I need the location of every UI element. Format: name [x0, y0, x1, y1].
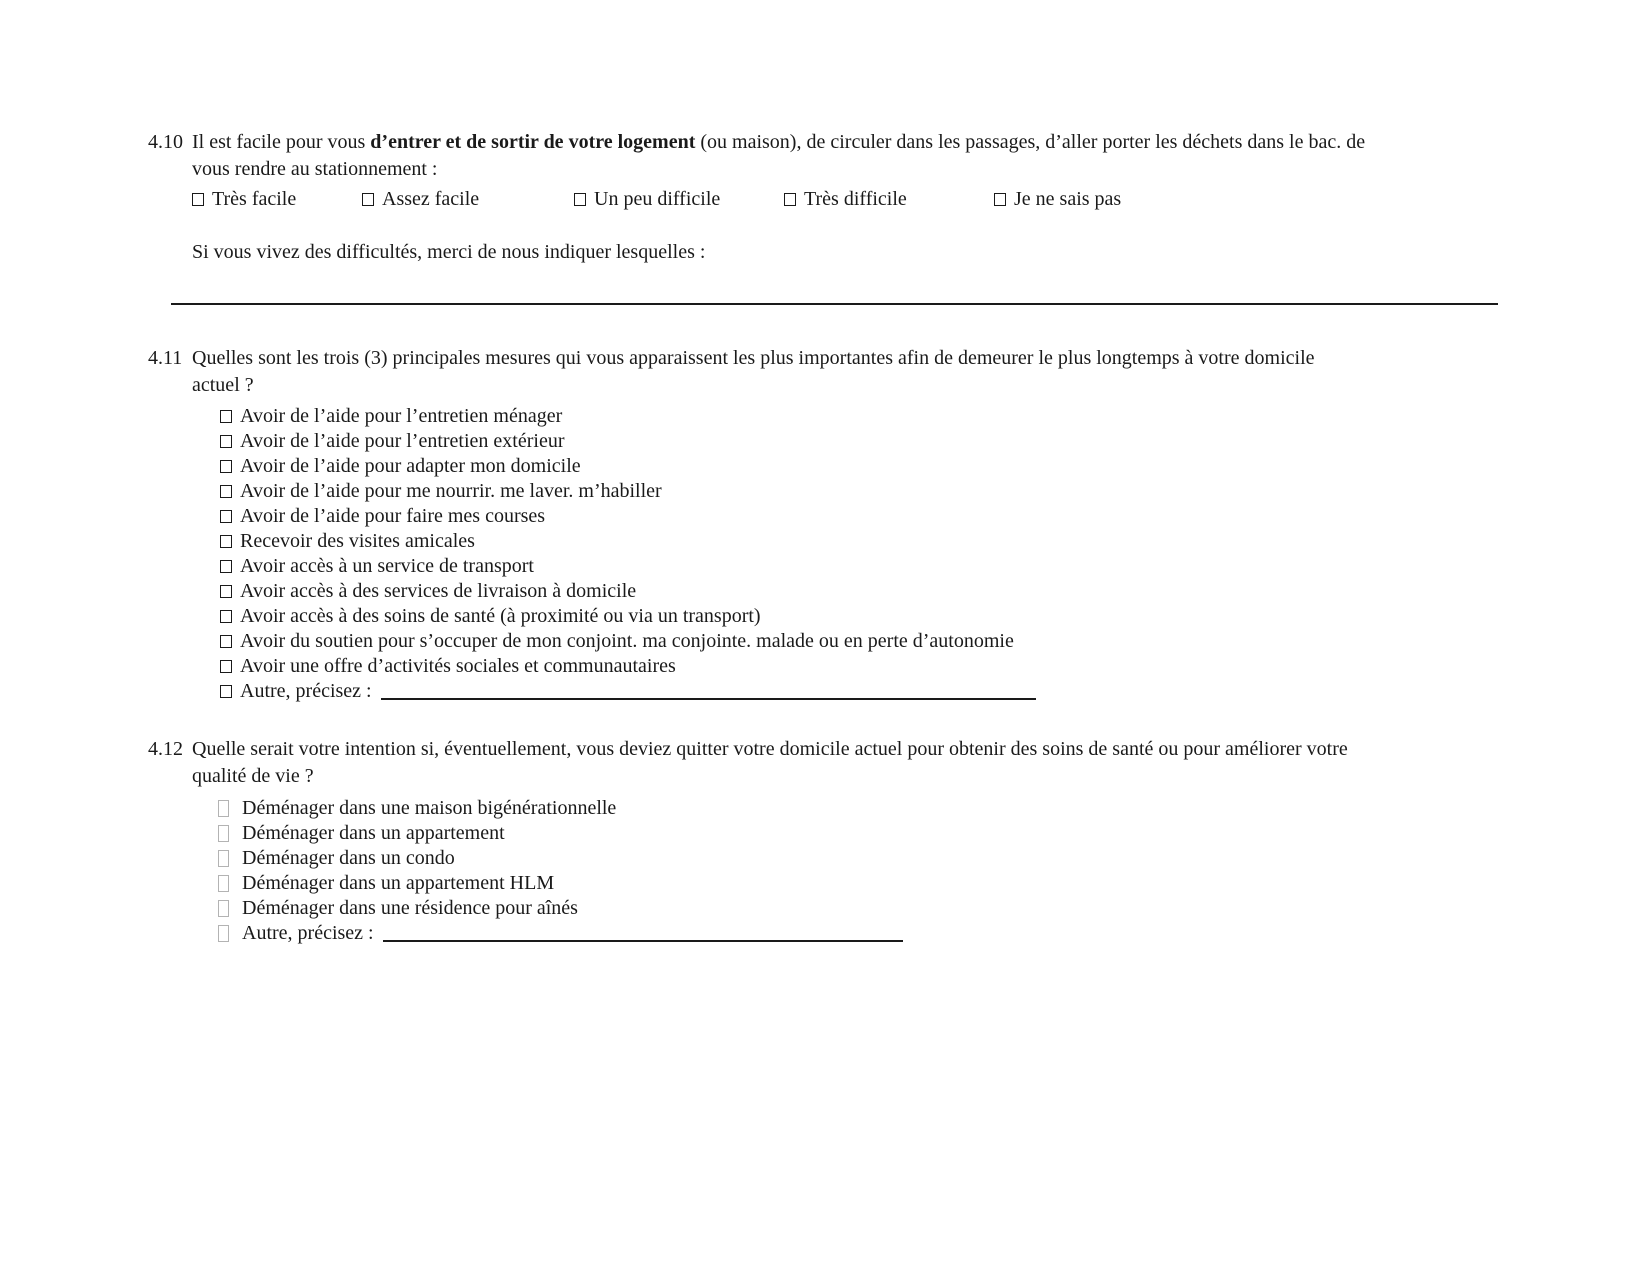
question-body: [192, 129, 1498, 305]
other-blank-line: [381, 684, 1036, 700]
question-number: 4.11: [148, 347, 183, 369]
list-item: [220, 654, 1315, 679]
checkbox-unchecked-icon: [220, 685, 232, 698]
list-item: [220, 579, 1315, 604]
checkbox-unchecked-icon: [220, 585, 232, 598]
question-text-prefix: Il est facile pour vous: [192, 131, 371, 153]
option-label: Avoir une offre d’activités sociales et communautaires: [240, 655, 676, 677]
checkbox-option-list: [192, 404, 1315, 704]
question-4-12: [148, 736, 1348, 946]
list-item: [220, 429, 1315, 454]
question-text-suffix: (ou maison), de circuler dans les passages, d’aller porter les déchets dans le bac. de: [695, 131, 1366, 153]
checkbox-unchecked-icon: [784, 193, 796, 206]
list-item: [218, 796, 1348, 821]
checkbox-unchecked-icon: [220, 460, 232, 473]
checkbox-unchecked-icon: [994, 193, 1006, 206]
checkbox-unchecked-icon: [220, 535, 232, 548]
list-item: [220, 504, 1315, 529]
question-text-line-1: [192, 129, 1498, 156]
question-text-line-1: Quelle serait votre intention si, éventuellement, vous deviez quitter votre domicile actuel pour obtenir des soins de santé ou pour améliorer votre: [192, 738, 1348, 760]
list-item: [220, 479, 1315, 504]
list-item-other: [220, 679, 1315, 704]
checkbox-unchecked-icon: [220, 560, 232, 573]
answer-blank-line: [171, 303, 1498, 305]
option-label: Avoir de l’aide pour adapter mon domicile: [240, 455, 581, 477]
option-je-ne-sais-pas: [994, 186, 1121, 213]
checkbox-unchecked-icon: [218, 925, 229, 942]
checkbox-unchecked-icon: [220, 660, 232, 673]
list-item: [220, 629, 1315, 654]
checkbox-unchecked-icon: [362, 193, 374, 206]
question-4-11: [148, 345, 1315, 704]
question-text-line-2: vous rendre au stationnement :: [192, 158, 438, 180]
checkbox-unchecked-icon: [218, 875, 229, 892]
option-label: Avoir de l’aide pour faire mes courses: [240, 505, 546, 527]
list-item-other: [218, 921, 1348, 946]
option-label: Avoir accès à des services de livraison à domicile: [240, 580, 637, 602]
option-label: Avoir de l’aide pour l’entretien ménager: [240, 405, 563, 427]
list-item: [220, 454, 1315, 479]
option-label: Déménager dans un appartement: [242, 822, 505, 844]
option-label: Avoir accès à un service de transport: [240, 555, 534, 577]
option-tres-facile: [192, 186, 362, 213]
list-item: [220, 554, 1315, 579]
checkbox-unchecked-icon: [218, 850, 229, 867]
checkbox-unchecked-icon: [192, 193, 204, 206]
question-text-line-1: Quelles sont les trois (3) principales mesures qui vous apparaissent les plus importantes afin de demeurer le plus longtemps à votre domicile: [192, 347, 1315, 369]
checkbox-unchecked-icon: [220, 485, 232, 498]
checkbox-unchecked-icon: [218, 825, 229, 842]
option-label: Recevoir des visites amicales: [240, 530, 475, 552]
question-body: [192, 736, 1348, 946]
option-label: Avoir de l’aide pour me nourrir. me laver. m’habiller: [240, 480, 662, 502]
followup-prompt: Si vous vivez des difficultés, merci de nous indiquer lesquelles :: [192, 241, 706, 263]
option-un-peu-difficile: [574, 186, 784, 213]
option-label: Déménager dans une résidence pour aînés: [242, 897, 578, 919]
option-tres-difficile: [784, 186, 994, 213]
checkbox-option-list: [192, 796, 1348, 946]
question-text-line-2: actuel ?: [192, 374, 254, 396]
list-item: [220, 529, 1315, 554]
checkbox-unchecked-icon: [220, 510, 232, 523]
question-4-10: [148, 129, 1498, 305]
answer-options-row: [192, 186, 1498, 213]
question-number: 4.12: [148, 738, 183, 760]
option-label: Avoir de l’aide pour l’entretien extérieur: [240, 430, 565, 452]
option-label: Déménager dans un appartement HLM: [242, 872, 555, 894]
option-label: Assez facile: [382, 188, 480, 210]
question-number: 4.10: [148, 131, 183, 153]
question-text-bold: d’entrer et de sortir de votre logement: [370, 131, 696, 153]
checkbox-unchecked-icon: [220, 435, 232, 448]
list-item: [220, 404, 1315, 429]
option-label: Déménager dans un condo: [242, 847, 455, 869]
checkbox-unchecked-icon: [218, 900, 229, 917]
checkbox-unchecked-icon: [574, 193, 586, 206]
option-label: Déménager dans une maison bigénérationnelle: [242, 797, 617, 819]
option-label: Je ne sais pas: [1014, 188, 1122, 210]
list-item: [218, 896, 1348, 921]
list-item: [218, 871, 1348, 896]
other-label: Autre, précisez :: [242, 922, 374, 944]
option-label: Avoir accès à des soins de santé (à proximité ou via un transport): [240, 605, 761, 627]
option-label: Un peu difficile: [594, 188, 721, 210]
option-label: Très difficile: [804, 188, 907, 210]
list-item: [220, 604, 1315, 629]
list-item: [218, 821, 1348, 846]
option-label: Très facile: [212, 188, 297, 210]
list-item: [218, 846, 1348, 871]
other-label: Autre, précisez :: [240, 680, 372, 702]
other-blank-line: [383, 926, 903, 942]
option-label: Avoir du soutien pour s’occuper de mon conjoint. ma conjointe. malade ou en perte d’autonomie: [240, 630, 1014, 652]
question-text-line-2: qualité de vie ?: [192, 765, 314, 787]
checkbox-unchecked-icon: [220, 635, 232, 648]
checkbox-unchecked-icon: [220, 610, 232, 623]
question-body: [192, 345, 1315, 704]
option-assez-facile: [362, 186, 574, 213]
checkbox-unchecked-icon: [220, 410, 232, 423]
checkbox-unchecked-icon: [218, 800, 229, 817]
